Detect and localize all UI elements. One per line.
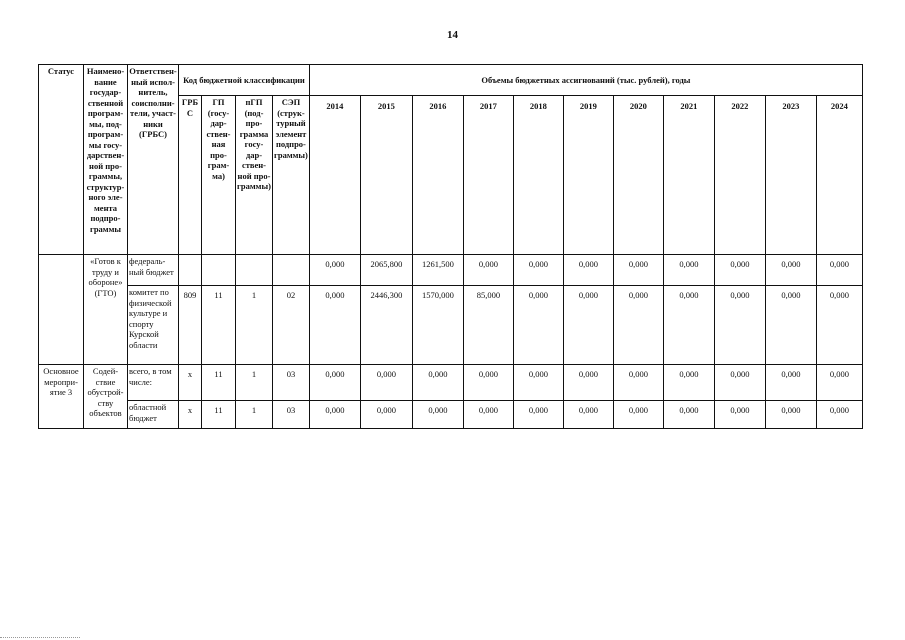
row-value-2024: 0,000 [816,365,862,401]
row-value-2020: 0,000 [613,401,663,429]
row-value-2022: 0,000 [714,365,765,401]
row-value-2023: 0,000 [765,286,816,365]
table-row [39,365,863,401]
row-value-2014: 0,000 [309,401,360,429]
header-year: 2018 [513,96,563,255]
row-value-2015: 2065,800 [360,255,412,286]
row-value-2016: 0,000 [412,365,463,401]
row-code-grbs: х [179,401,202,429]
header-sep: СЭП (струк-турный элемент подпро-граммы) [273,96,310,255]
row-code-pgp: 1 [236,401,273,429]
page-number: 14 [447,29,458,41]
row-code-gp [202,255,236,286]
row-value-2020: 0,000 [613,286,663,365]
row-code-grbs: 809 [179,286,202,365]
header-name: Наимено-вание государ-ственной програм-мы, под-програм-мы госу-дарствен-ной про-граммы, структур-ного эле-мента подпро-граммы [84,65,128,255]
row-value-2014: 0,000 [309,365,360,401]
row-code-gp: 11 [202,401,236,429]
row-code-sep [273,255,310,286]
header-year: 2021 [663,96,714,255]
row-value-2017: 85,000 [463,286,513,365]
row-value-2017: 0,000 [463,255,513,286]
row-code-pgp: 1 [236,286,273,365]
scan-artifact-line [0,636,80,638]
header-year: 2016 [412,96,463,255]
row-code-gp: 11 [202,365,236,401]
row-value-2016: 1570,000 [412,286,463,365]
row-value-2014: 0,000 [309,255,360,286]
row-value-2014: 0,000 [309,286,360,365]
row-value-2021: 0,000 [663,365,714,401]
row-value-2018: 0,000 [513,365,563,401]
header-responsible: Ответствен-ный испол-нитель, соисполни-тели, участ-ники (ГРБС) [128,65,179,255]
header-year: 2024 [816,96,862,255]
row-value-2021: 0,000 [663,286,714,365]
row-responsible: всего, в том числе: [128,365,179,401]
row-code-grbs [179,255,202,286]
row-value-2016: 1261,500 [412,255,463,286]
row-value-2021: 0,000 [663,255,714,286]
row-status [39,255,84,365]
row-value-2023: 0,000 [765,255,816,286]
row-value-2018: 0,000 [513,401,563,429]
row-value-2016: 0,000 [412,401,463,429]
row-responsible: федераль-ный бюджет [128,255,179,286]
row-value-2020: 0,000 [613,365,663,401]
header-year: 2023 [765,96,816,255]
row-value-2022: 0,000 [714,286,765,365]
header-year: 2014 [309,96,360,255]
header-year: 2017 [463,96,513,255]
row-code-sep: 03 [273,401,310,429]
table-row [39,401,863,429]
row-value-2015: 0,000 [360,365,412,401]
row-value-2018: 0,000 [513,286,563,365]
row-value-2024: 0,000 [816,255,862,286]
row-value-2020: 0,000 [613,255,663,286]
row-value-2021: 0,000 [663,401,714,429]
row-value-2019: 0,000 [563,286,613,365]
row-value-2019: 0,000 [563,401,613,429]
row-name: «Готов к труду и обороне» (ГТО) [84,255,128,365]
budget-allocation-table [38,64,863,429]
row-value-2022: 0,000 [714,401,765,429]
header-status: Статус [39,65,84,255]
header-gp: ГП (госу-дар-ствен-ная про-грам-ма) [202,96,236,255]
header-year: 2019 [563,96,613,255]
row-code-grbs: х [179,365,202,401]
header-year: 2022 [714,96,765,255]
row-responsible: комитет по физической культуре и спорту Курской области [128,286,179,365]
row-value-2022: 0,000 [714,255,765,286]
header-pgp: пГП (под-про-грамма госу-дар-ствен-ной про-граммы) [236,96,273,255]
header-grbs: ГРБ С [179,96,202,255]
row-value-2019: 0,000 [563,255,613,286]
row-status: Основное меропри-ятие 3 [39,365,84,429]
row-value-2024: 0,000 [816,401,862,429]
row-value-2017: 0,000 [463,401,513,429]
table-row [39,286,863,365]
row-value-2017: 0,000 [463,365,513,401]
row-value-2024: 0,000 [816,286,862,365]
header-year: 2015 [360,96,412,255]
row-code-pgp: 1 [236,365,273,401]
row-code-sep: 03 [273,365,310,401]
row-responsible: областной бюджет [128,401,179,429]
row-value-2023: 0,000 [765,365,816,401]
row-value-2019: 0,000 [563,365,613,401]
header-volumes: Объемы бюджетных ассигнований (тыс. рублей), годы [309,65,862,96]
row-value-2015: 2446,300 [360,286,412,365]
row-code-gp: 11 [202,286,236,365]
table-row [39,255,863,286]
row-code-sep: 02 [273,286,310,365]
row-value-2018: 0,000 [513,255,563,286]
row-name: Содей-ствие обустрой-ству объектов [84,365,128,429]
header-budget-code: Код бюджетной классификации [179,65,310,96]
row-code-pgp [236,255,273,286]
row-value-2023: 0,000 [765,401,816,429]
row-value-2015: 0,000 [360,401,412,429]
header-year: 2020 [613,96,663,255]
